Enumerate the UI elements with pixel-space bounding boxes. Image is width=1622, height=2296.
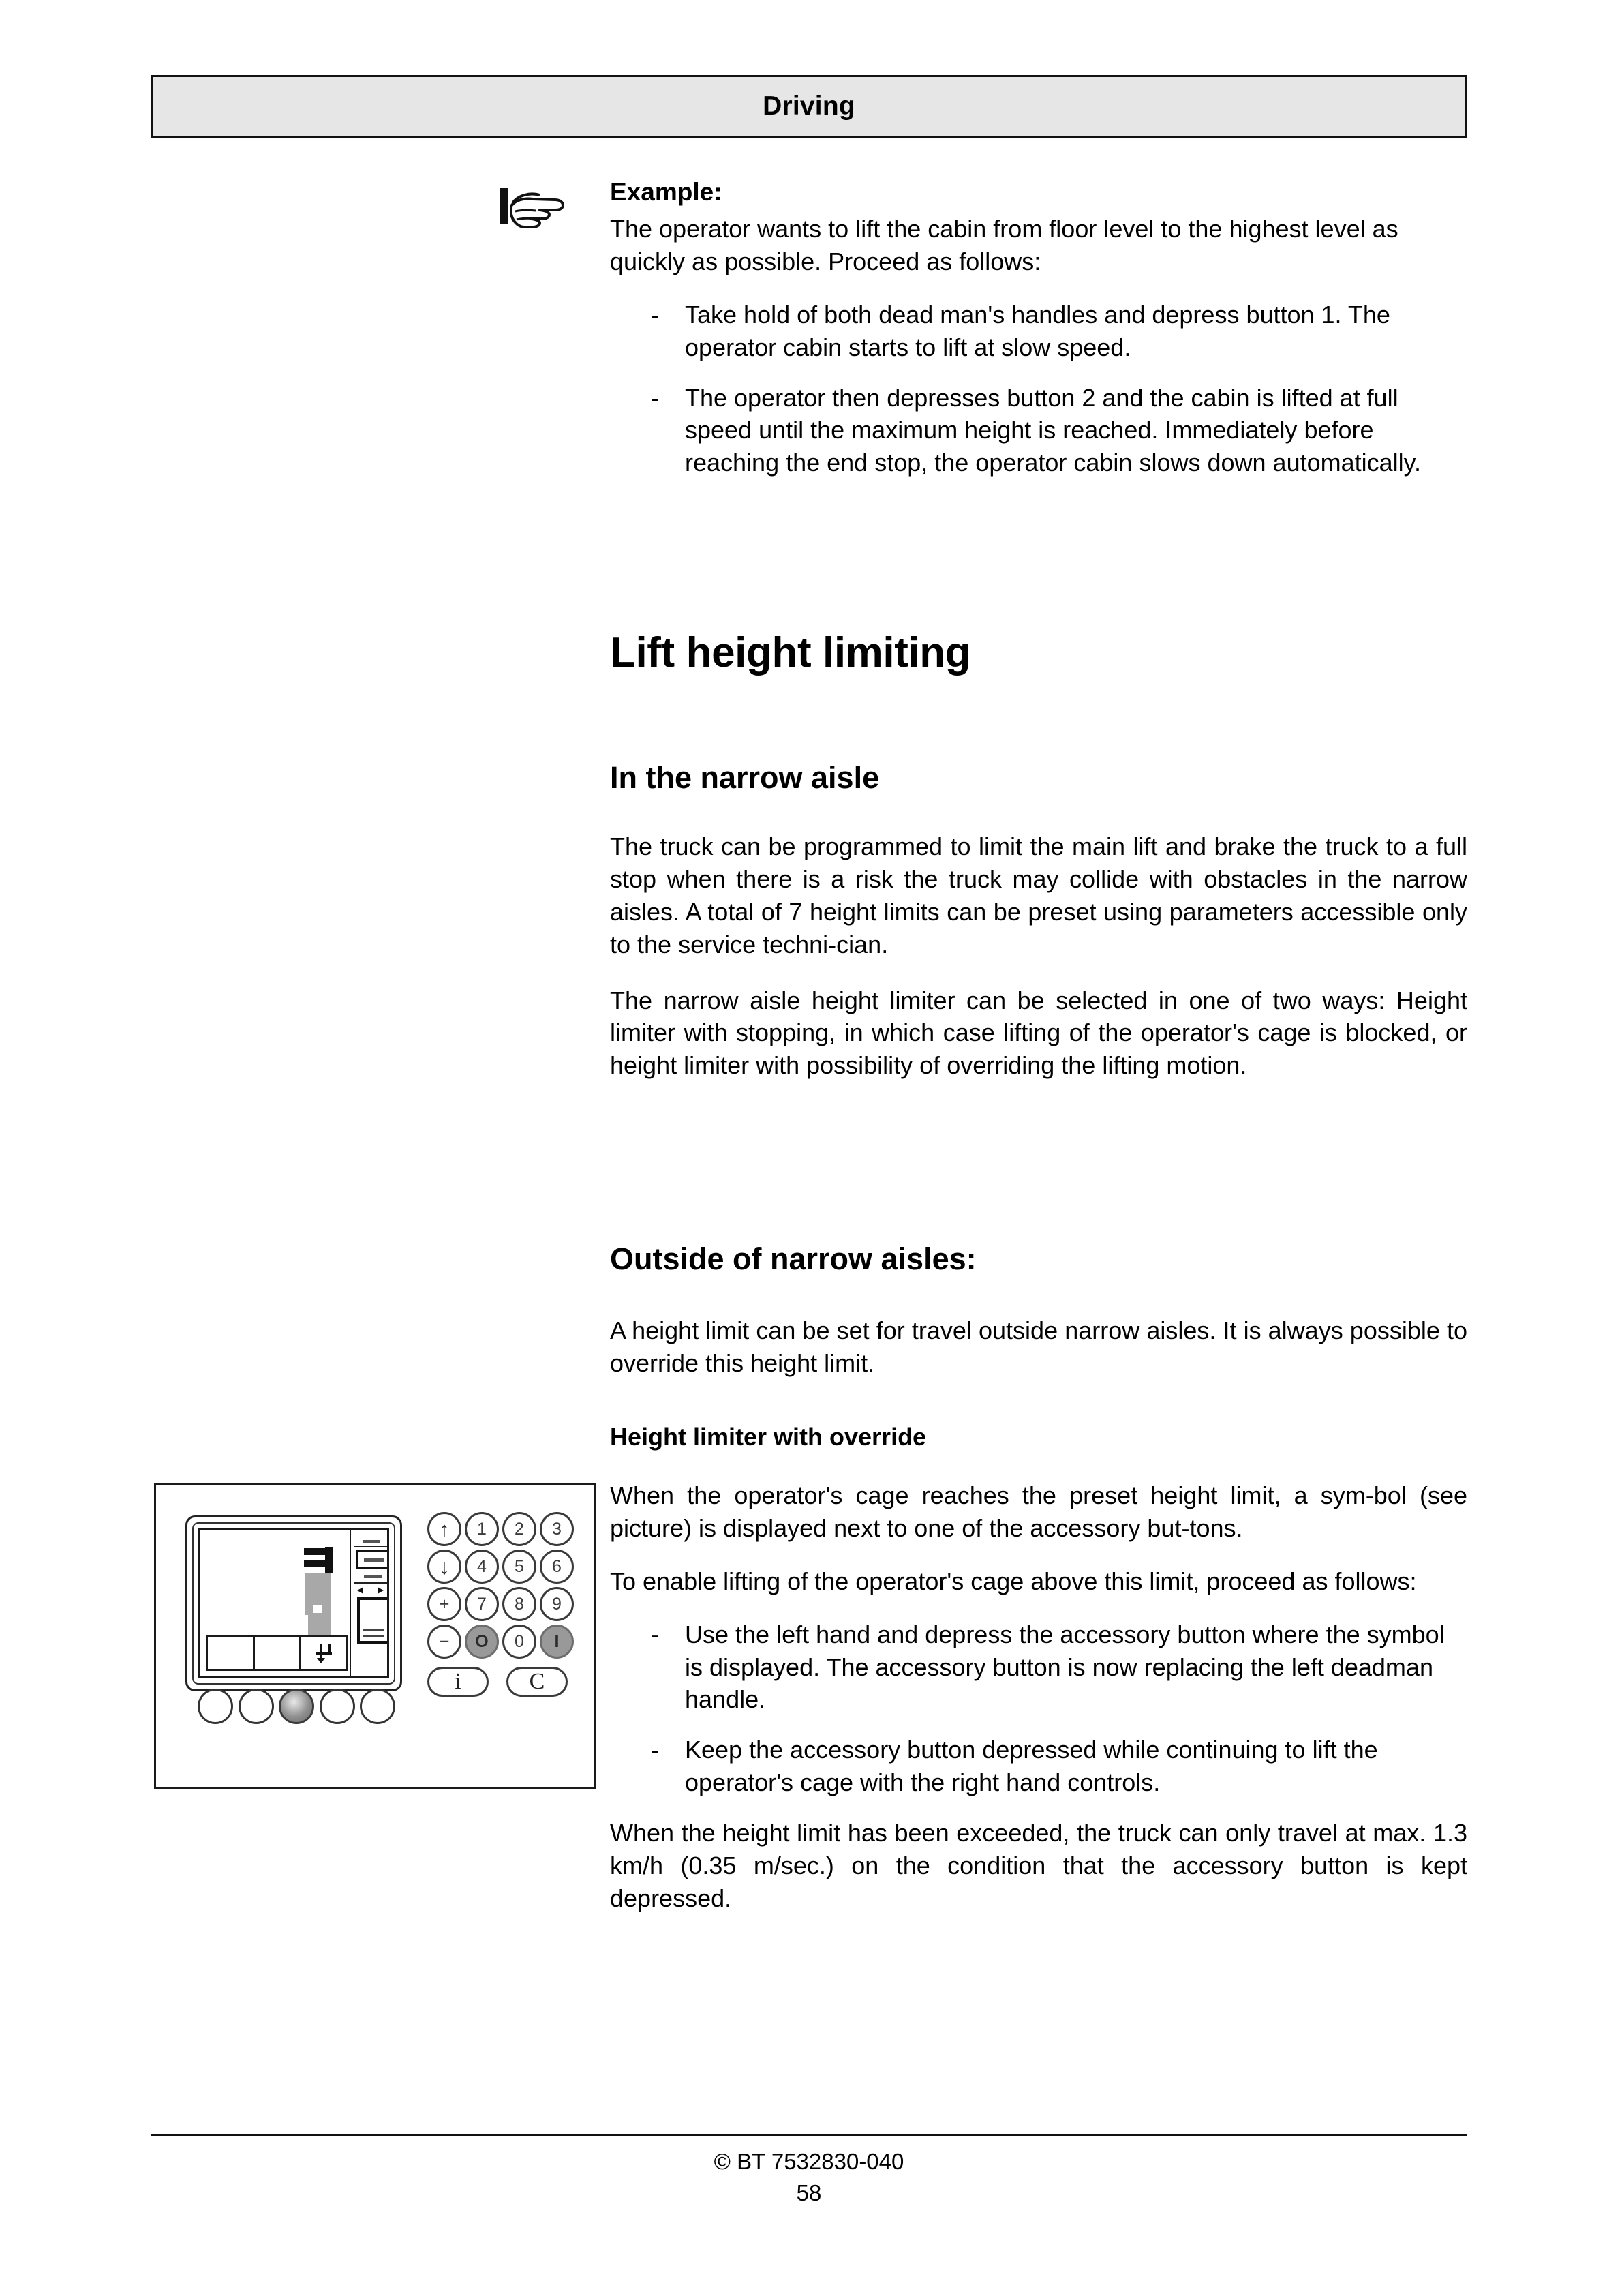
status-indicator-box [356,1550,389,1569]
arrow-down-icon: ↓ [439,1554,450,1579]
key-9[interactable] [540,1587,574,1621]
keypad-grid [427,1512,576,1660]
key-3[interactable] [540,1512,574,1546]
panel-inner-bezel [192,1522,395,1685]
list-item-text: Take hold of both dead man's handles and depress button 1. The operator cabin starts to lift at slow speed. [685,300,1390,361]
softkey-2[interactable] [253,1635,302,1671]
key-label: 5 [515,1556,524,1576]
key-label: C [529,1669,545,1694]
bullet-dash: - [651,383,659,412]
example-bullet-list [610,299,1467,479]
footer-copyright: © BT 7532830-040 [714,2149,904,2174]
key-0[interactable] [502,1625,536,1659]
paragraph: When the height limit has been exceeded, the truck can only travel at max. 1.3 km/h (0.35 m/sec.) on the condition that the accessory button is kept depressed. [610,1819,1467,1912]
paragraph: When the operator's cage reaches the preset height limit, a sym-bol (see picture) is displayed next to one of the accessory but-tons. [610,1481,1467,1542]
accessory-button-row [198,1689,395,1727]
accessory-button-1[interactable] [198,1689,233,1724]
softkey-3-height-limit[interactable] [299,1635,348,1671]
list-item [651,299,1467,364]
footer-divider [151,2134,1467,2136]
main-heading-block [610,630,1467,676]
control-panel-figure [154,1483,596,1789]
key-label: 2 [515,1519,524,1539]
accessory-button-5[interactable] [360,1689,395,1724]
direction-arrows-icon [356,1586,389,1595]
status-indicator-top [354,1537,389,1547]
list-item-text: The operator then depresses button 2 and the cabin is lifted at full speed until the maximum height is reached. Immediately before reaching the end stop, the operator cabin slows down automatically. [685,383,1421,477]
example-block [498,176,1467,497]
operator-cage-upper-icon [305,1573,331,1605]
key-4[interactable] [465,1550,499,1584]
mast-spine-icon [325,1547,333,1573]
key-clear[interactable] [506,1667,568,1697]
key-label: 1 [477,1519,487,1539]
section-narrow-aisle [610,761,1467,795]
key-label: 7 [477,1594,487,1614]
example-intro: The operator wants to lift the cabin from floor level to the highest level as quickly as possible. Proceed as follows: [610,215,1398,275]
subsection-bullet-list [610,1618,1467,1799]
key-arrow-up[interactable] [427,1512,461,1546]
key-power-off[interactable] [465,1625,499,1659]
paragraph: The narrow aisle height limiter can be selected in one of two ways: Height limiter with stopping, in which case lifting of the operator's cage is blocked, or height limiter with possibility of overriding the lifting motion. [610,986,1467,1080]
bullet-dash: - [651,300,659,329]
key-label: 0 [515,1631,524,1651]
key-1[interactable] [465,1512,499,1546]
accessory-button-4[interactable] [320,1689,355,1724]
section-outside-narrow-aisles [610,1242,1467,1276]
power-on-icon: I [554,1631,560,1651]
key-plus[interactable] [427,1587,461,1621]
heading-in-the-narrow-aisle: In the narrow aisle [610,760,880,795]
heading-height-limiter-with-override: Height limiter with override [610,1423,927,1451]
key-label: 4 [477,1556,487,1576]
section-narrow-aisle-body [610,830,1467,1102]
status-indicator-bottom [354,1573,389,1584]
example-title: Example: [610,178,722,206]
arrow-up-icon: ↑ [439,1517,450,1541]
softkey-1[interactable] [206,1635,255,1671]
key-label: 6 [552,1556,562,1576]
accessory-button-3[interactable] [279,1689,314,1724]
key-label: 3 [552,1519,562,1539]
subsection-body [610,1479,1467,1935]
display-panel [185,1515,410,1740]
key-2[interactable] [502,1512,536,1546]
pointing-hand-icon [498,181,579,239]
key-minus[interactable] [427,1625,461,1659]
paragraph: A height limit can be set for travel outside narrow aisles. It is always possible to override this height limit. [610,1316,1467,1377]
heading-outside-of-narrow-aisles: Outside of narrow aisles: [610,1241,977,1276]
paragraph: The truck can be programmed to limit the main lift and brake the truck to a full stop when there is a risk the truck may collide with obstacles in the narrow aisles. A total of 7 height limits can be preset using parameters accessible only to the service techni-cian. [610,832,1467,958]
list-item-text: Use the left hand and depress the accessory button where the symbol is displayed. The accessory button is now replacing the left deadman handle. [685,1620,1445,1714]
key-info[interactable] [427,1667,489,1697]
footer-page-number: 58 [796,2180,822,2205]
key-arrow-down[interactable] [427,1550,461,1584]
keypad-pill-row [427,1667,576,1697]
heading-lift-height-limiting: Lift height limiting [610,629,971,676]
accessory-button-2[interactable] [239,1689,274,1724]
section-outside-narrow-aisles-body [610,1314,1467,1400]
key-label: i [455,1669,461,1694]
running-head-bar [151,75,1467,138]
minus-icon: − [439,1631,450,1651]
numeric-keypad [427,1512,576,1703]
key-label: 9 [552,1594,562,1614]
plus-icon: + [439,1594,450,1614]
screen-divider [350,1530,351,1676]
subsection-height-limiter-override [610,1423,1467,1451]
paragraph: To enable lifting of the operator's cage above this limit, proceed as follows: [610,1567,1417,1595]
panel-outer-bezel [185,1515,402,1691]
key-label: 8 [515,1594,524,1614]
power-off-icon: O [475,1631,489,1651]
list-item [651,382,1467,480]
key-6[interactable] [540,1550,574,1584]
key-5[interactable] [502,1550,536,1584]
key-7[interactable] [465,1587,499,1621]
list-item [651,1734,1467,1799]
height-limit-symbol-icon [311,1642,336,1665]
bullet-dash: - [651,1620,659,1648]
softkey-row [206,1635,346,1671]
battery-level-icon [357,1597,389,1644]
list-item-text: Keep the accessory button depressed while continuing to lift the operator's cage with the right hand controls. [685,1736,1378,1797]
key-power-on[interactable] [540,1625,574,1659]
list-item [651,1618,1467,1717]
page-title: Driving [763,91,855,121]
key-8[interactable] [502,1587,536,1621]
panel-screen [198,1528,389,1678]
bullet-dash: - [651,1736,659,1764]
